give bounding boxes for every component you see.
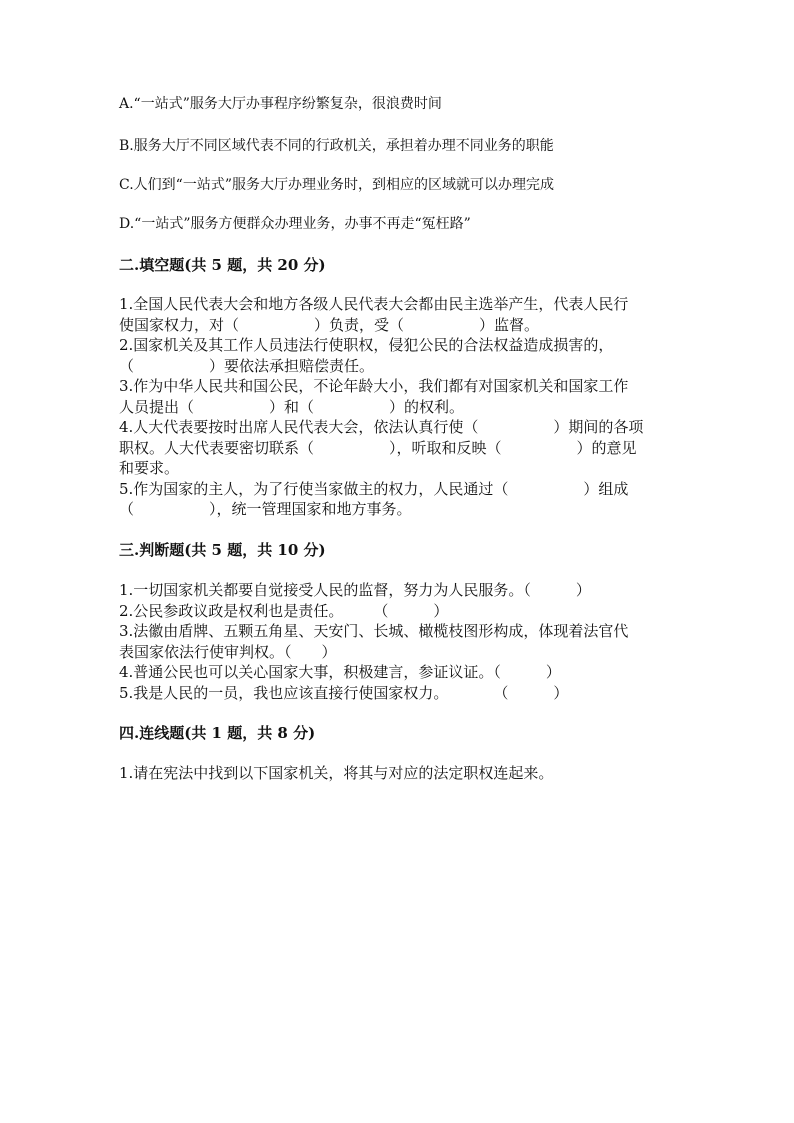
true-false-questions <box>119 580 679 703</box>
question-line: 5.作为国家的主人，为了行使当家做主的权力，人民通过（ ）组成 <box>119 479 629 498</box>
section-title-true-false: 三.判断题(共 5 题，共 10 分) <box>119 541 326 559</box>
question-line: 2.国家机关及其工作人员违法行使职权，侵犯公民的合法权益造成损害的， <box>119 336 614 354</box>
fill-blank-questions <box>119 294 679 520</box>
question-line: 2.公民参政议政是权利也是责任。 （ ） <box>119 601 449 620</box>
choice-option-a: A.“一站式”服务大厅办事程序纷繁复杂，很浪费时间 <box>119 96 442 112</box>
question-line: 1.一切国家机关都要自觉接受人民的监督，努力为人民服务。（ ） <box>119 581 591 599</box>
question-line: 3.作为中华人民共和国公民，不论年龄大小，我们都有对国家机关和国家工作 <box>119 377 629 395</box>
question-line: 3.法徽由盾牌、五颗五角星、天安门、长城、橄榄枝图形构成，体现着法官代 <box>119 622 629 640</box>
choice-option-b: B.服务大厅不同区域代表不同的行政机关，承担着办理不同业务的职能 <box>119 138 554 154</box>
question-line: 1.全国人民代表大会和地方各级人民代表大会都由民主选举产生，代表人民行 <box>119 295 629 313</box>
matching-questions <box>119 763 679 784</box>
question-line: 5.我是人民的一员，我也应该直接行使国家权力。 （ ） <box>119 683 569 702</box>
question-line: 4.人大代表要按时出席人民代表大会，依法认真行使（ ）期间的各项 <box>119 418 644 436</box>
question-line: 使国家权力，对（ ）负责，受（ ）监督。 <box>119 315 540 334</box>
question-line: 人员提出（ ）和（ ）的权利。 <box>119 397 465 416</box>
question-line: 1.请在宪法中找到以下国家机关，将其与对应的法定职权连起来。 <box>119 764 554 782</box>
question-line: 表国家依法行使审判权。（ ） <box>119 642 337 661</box>
section-title-matching: 四.连线题(共 1 题，共 8 分) <box>119 724 316 742</box>
choice-option-d: D.“一站式”服务方便群众办理业务，办事不再走“冤枉路” <box>119 216 471 232</box>
section-title-fill-blank: 二.填空题(共 5 题，共 20 分) <box>119 256 326 274</box>
question-line: （ ）要依法承担赔偿责任。 <box>119 356 375 375</box>
choice-option-c: C.人们到“一站式”服务大厅办理业务时，到相应的区域就可以办理完成 <box>119 177 554 193</box>
question-line: 和要求。 <box>119 459 180 477</box>
question-line: （ ），统一管理国家和地方事务。 <box>119 500 412 518</box>
question-line: 职权。人大代表要密切联系（ ），听取和反映（ ）的意见 <box>119 438 637 457</box>
question-line: 4.普通公民也可以关心国家大事，积极建言，参证议证。（ ） <box>119 663 561 681</box>
